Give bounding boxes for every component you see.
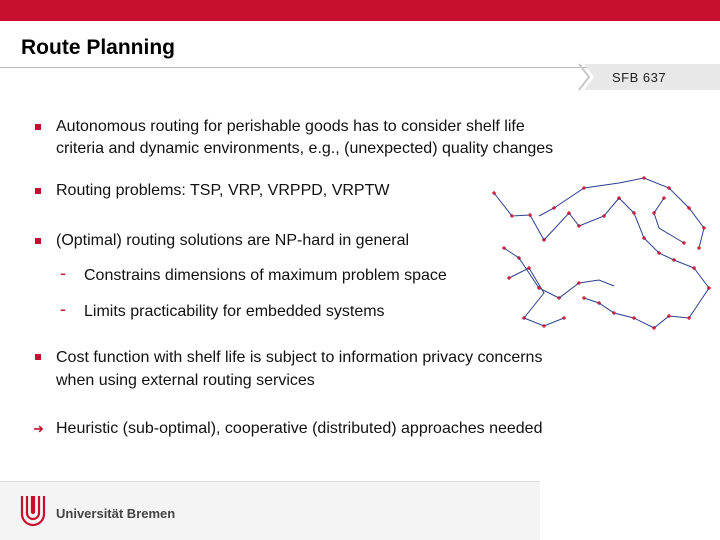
university-logo-icon [18,494,48,528]
footer-divider [0,481,540,482]
bullet-4-line-1: Cost function with shelf life is subject to information privacy concerns [56,349,543,366]
bullet-marker [35,354,41,360]
arrow-icon: ➜ [33,421,44,436]
route-graph-illustration [484,168,714,338]
bullet-marker [35,188,41,194]
bullet-4-line-2: when using external routing services [56,372,315,389]
bullet-marker [35,238,41,244]
conclusion-text: Heuristic (sub-optimal), cooperative (distributed) approaches needed [56,420,543,437]
bullet-marker [35,124,41,130]
top-accent-bar [0,0,720,21]
sub-bullet-1: Constrains dimensions of maximum problem space [84,267,447,284]
sub-bullet-dash: - [60,299,66,319]
university-name: Universität Bremen [56,506,176,521]
bullet-1-line-2: criteria and dynamic environments, e.g., (unexpected) quality changes [56,140,554,157]
bullet-3: (Optimal) routing solutions are NP-hard in general [56,232,410,249]
bullet-2: Routing problems: TSP, VRP, VRPPD, VRPTW [56,182,390,199]
sfb-badge: SFB 637 [612,70,667,85]
page-title: Route Planning [21,36,175,59]
sub-bullet-2: Limits practicability for embedded systems [84,303,385,320]
sub-bullet-dash: - [60,263,66,283]
bullet-1-line-1: Autonomous routing for perishable goods has to consider shelf life [56,118,525,135]
